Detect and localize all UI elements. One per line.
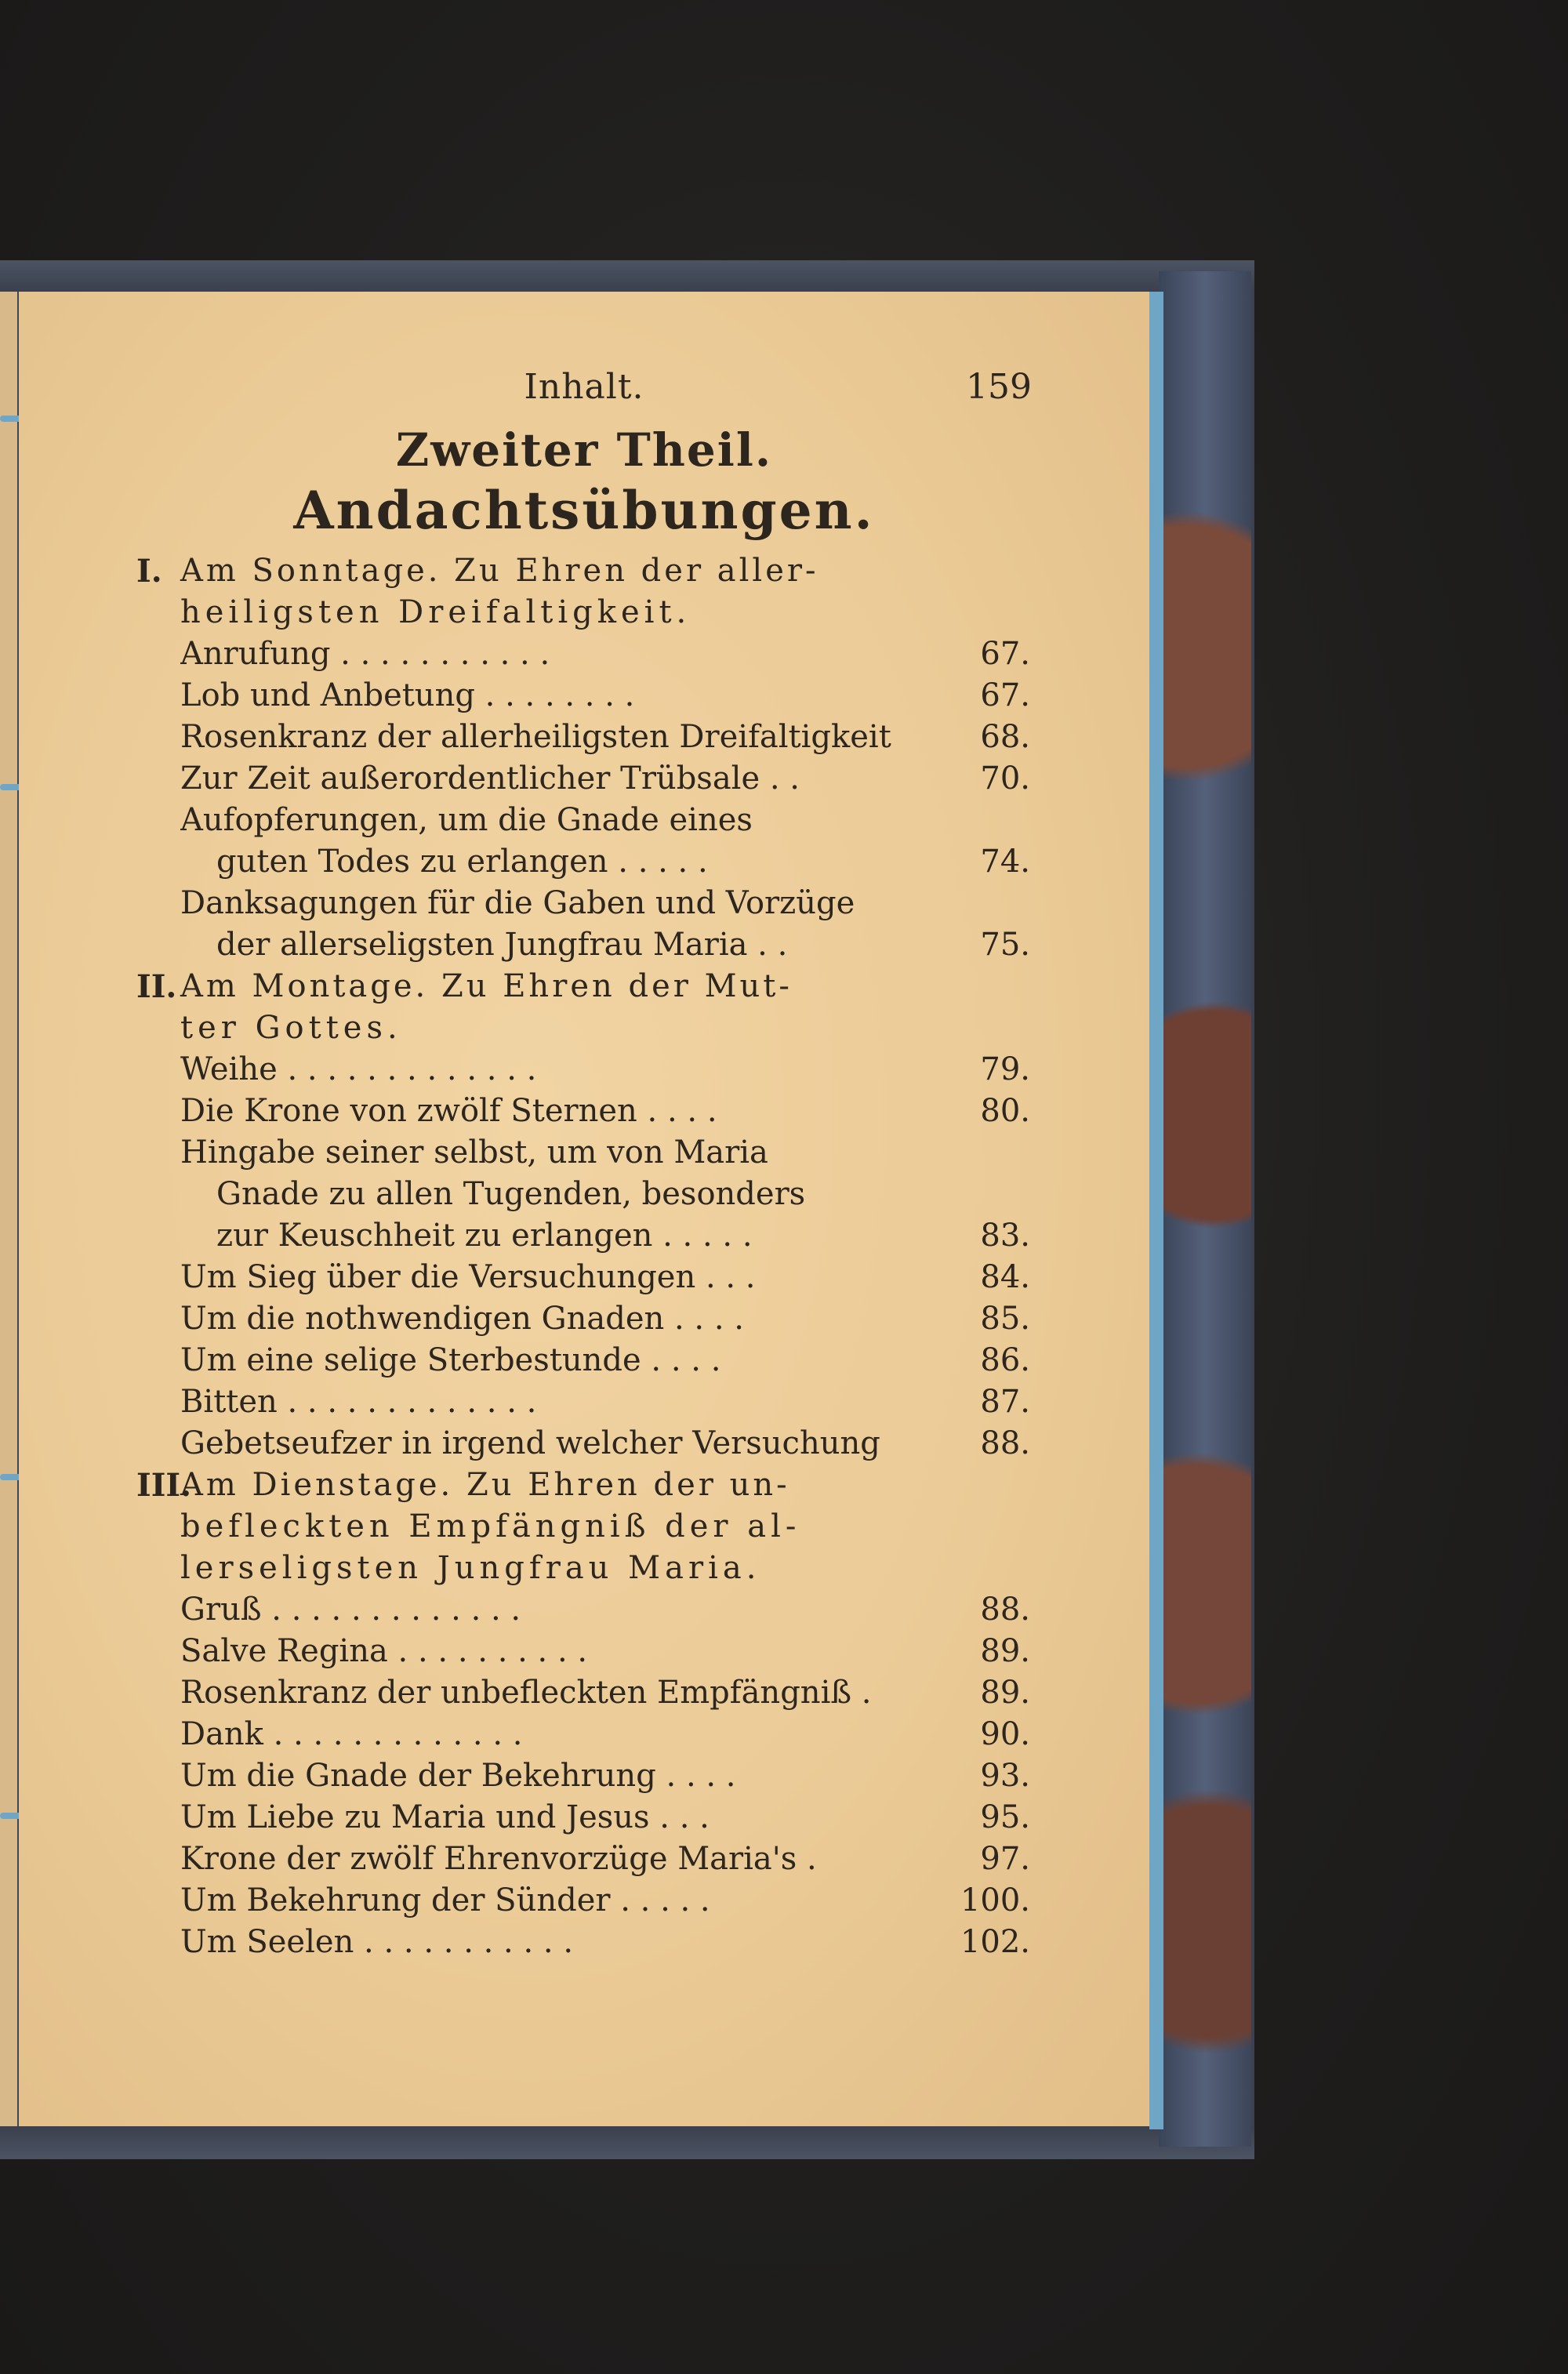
toc-entry-page: 102. <box>960 1924 1030 1960</box>
toc-entry-line <box>136 1298 1030 1340</box>
section-heading-line <box>136 592 1030 633</box>
section-heading: ter Gottes. <box>180 1010 402 1046</box>
running-head <box>136 367 1032 414</box>
toc-entry-text: Rosenkranz der allerheiligsten Dreifaltigkeit <box>180 719 891 755</box>
toc-entry-page: 67. <box>980 636 1030 672</box>
toc-entry-line <box>136 1797 1030 1839</box>
toc-entry-line <box>136 883 1030 924</box>
section-heading-line <box>136 966 1030 1007</box>
blue-page-edge <box>1149 292 1163 2129</box>
toc-entry-text: Um Seelen . . . . . . . . . . . <box>180 1924 574 1960</box>
toc-entry-text: Weihe . . . . . . . . . . . . . <box>180 1051 537 1087</box>
toc-entry-line <box>136 841 1030 883</box>
table-of-contents <box>136 550 1030 1963</box>
toc-entry-text: Um Liebe zu Maria und Jesus . . . <box>180 1799 710 1835</box>
toc-entry-line <box>136 1839 1030 1880</box>
section-heading-line <box>136 1548 1030 1589</box>
marbled-cover-edge <box>1159 271 1251 2147</box>
section-heading-line <box>136 1465 1030 1506</box>
section-title: Andachtsübungen. <box>293 480 875 541</box>
toc-entry-line <box>136 1423 1030 1465</box>
toc-entry-text: Krone der zwölf Ehrenvorzüge Maria's . <box>180 1841 817 1877</box>
toc-entry-text: Um Sieg über die Versuchungen . . . <box>180 1259 756 1295</box>
toc-entry-page: 89. <box>980 1675 1030 1711</box>
toc-entry-page: 85. <box>980 1301 1030 1337</box>
toc-entry-page: 86. <box>980 1342 1030 1378</box>
toc-entry-page: 84. <box>980 1259 1030 1295</box>
section-heading-line <box>136 1007 1030 1049</box>
toc-entry-line <box>136 633 1030 675</box>
toc-entry-line <box>136 1381 1030 1423</box>
toc-entry-line <box>136 1257 1030 1298</box>
toc-entry-line <box>136 758 1030 800</box>
toc-entry-page: 87. <box>980 1384 1030 1420</box>
toc-entry-text: guten Todes zu erlangen . . . . . <box>216 844 708 880</box>
book-page <box>19 292 1149 2126</box>
toc-entry-page: 75. <box>980 927 1030 963</box>
toc-entry-line <box>136 924 1030 966</box>
toc-entry-line <box>136 1631 1030 1672</box>
section-heading: Am Montage. Zu Ehren der Mut- <box>180 968 793 1004</box>
section-heading: Am Sonntage. Zu Ehren der aller- <box>180 553 819 589</box>
section-heading: befleckten Empfängniß der al- <box>180 1508 801 1545</box>
toc-entry-line <box>136 1672 1030 1714</box>
toc-entry-page: 83. <box>980 1218 1030 1254</box>
toc-entry-text: zur Keuschheit zu erlangen . . . . . <box>216 1218 753 1254</box>
toc-entry-line <box>136 1755 1030 1797</box>
toc-entry-text: Zur Zeit außerordentlicher Trübsale . . <box>180 760 800 797</box>
toc-entry-text: Um die nothwendigen Gnaden . . . . <box>180 1301 744 1337</box>
toc-entry-text: Gnade zu allen Tugenden, besonders <box>216 1176 806 1212</box>
section-heading-line <box>136 550 1030 592</box>
toc-entry-page: 97. <box>980 1841 1030 1877</box>
toc-entry-line <box>136 1132 1030 1174</box>
toc-entry-page: 93. <box>980 1758 1030 1794</box>
toc-entry-line <box>136 675 1030 717</box>
toc-entry-page: 95. <box>980 1799 1030 1835</box>
toc-entry-line <box>136 1049 1030 1091</box>
toc-entry-line <box>136 1174 1030 1215</box>
toc-entry-text: Um eine selige Sterbestunde . . . . <box>180 1342 721 1378</box>
toc-entry-page: 90. <box>980 1716 1030 1752</box>
toc-entry-page: 74. <box>980 844 1030 880</box>
section-number: I. <box>136 553 162 590</box>
section-heading: lerseligsten Jungfrau Maria. <box>180 1550 761 1586</box>
toc-entry-line <box>136 1880 1030 1922</box>
toc-entry-line <box>136 1340 1030 1381</box>
facing-page-sliver <box>0 292 17 2126</box>
toc-entry-text: Um Bekehrung der Sünder . . . . . <box>180 1882 710 1918</box>
toc-entry-text: Anrufung . . . . . . . . . . . <box>180 636 550 672</box>
toc-entry-page: 88. <box>980 1425 1030 1461</box>
toc-entry-page: 67. <box>980 677 1030 713</box>
toc-entry-text: Die Krone von zwölf Sternen . . . . <box>180 1093 717 1129</box>
toc-entry-line <box>136 800 1030 841</box>
toc-entry-page: 70. <box>980 760 1030 797</box>
toc-entry-line <box>136 1922 1030 1963</box>
toc-entry-page: 68. <box>980 719 1030 755</box>
toc-entry-text: Gebetseufzer in irgend welcher Versuchung <box>180 1425 880 1461</box>
toc-entry-text: Rosenkranz der unbefleckten Empfängniß . <box>180 1675 872 1711</box>
toc-entry-text: der allerseligsten Jungfrau Maria . . <box>216 927 788 963</box>
toc-entry-page: 80. <box>980 1093 1030 1129</box>
toc-entry-text: Um die Gnade der Bekehrung . . . . <box>180 1758 736 1794</box>
section-heading-line <box>136 1506 1030 1548</box>
book-bottom-edge <box>0 2126 1254 2159</box>
toc-entry-text: Gruß . . . . . . . . . . . . . <box>180 1592 521 1628</box>
section-number: III. <box>136 1467 192 1504</box>
toc-entry-line <box>136 1589 1030 1631</box>
toc-entry-text: Dank . . . . . . . . . . . . . <box>180 1716 523 1752</box>
toc-entry-line <box>136 1714 1030 1755</box>
toc-entry-line <box>136 1215 1030 1257</box>
toc-entry-line <box>136 1091 1030 1132</box>
page-number: 159 <box>966 367 1032 407</box>
section-heading: heiligsten Dreifaltigkeit. <box>180 594 691 630</box>
running-title: Inhalt. <box>524 367 644 407</box>
toc-entry-text: Danksagungen für die Gaben und Vorzüge <box>180 885 855 921</box>
toc-entry-page: 89. <box>980 1633 1030 1669</box>
toc-entry-text: Salve Regina . . . . . . . . . . <box>180 1633 588 1669</box>
toc-entry-text: Aufopferungen, um die Gnade eines <box>180 802 753 838</box>
book-top-edge <box>0 260 1254 292</box>
toc-entry-page: 88. <box>980 1592 1030 1628</box>
section-number: II. <box>136 968 177 1005</box>
toc-entry-page: 100. <box>960 1882 1030 1918</box>
part-title: Zweiter Theil. <box>395 423 773 477</box>
section-heading: Am Dienstage. Zu Ehren der un- <box>180 1467 790 1503</box>
toc-entry-text: Bitten . . . . . . . . . . . . . <box>180 1384 537 1420</box>
toc-entry-text: Lob und Anbetung . . . . . . . . <box>180 677 635 713</box>
toc-entry-line <box>136 717 1030 758</box>
toc-entry-text: Hingabe seiner selbst, um von Maria <box>180 1134 768 1171</box>
toc-entry-page: 79. <box>980 1051 1030 1087</box>
